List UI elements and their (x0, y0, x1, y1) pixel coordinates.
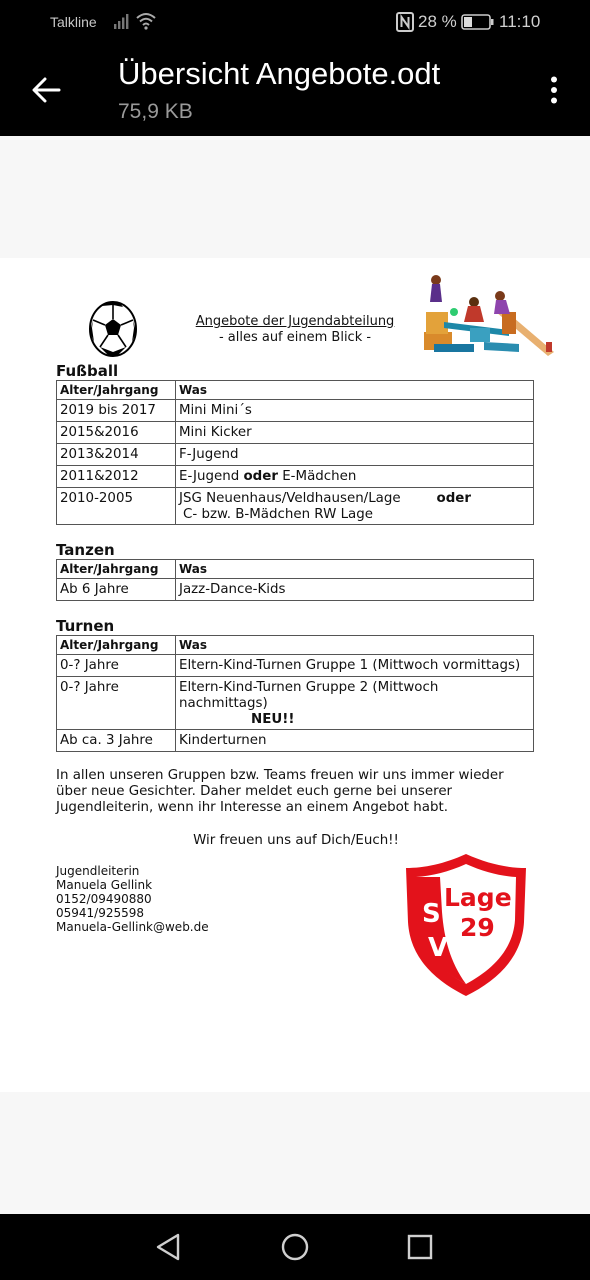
section-title-tanzen: Tanzen (56, 541, 115, 559)
cell-age: 2015&2016 (57, 422, 176, 444)
nav-home-icon (281, 1233, 309, 1261)
header-was: Was (176, 560, 534, 579)
cell-or-word: oder (436, 491, 471, 506)
table-row (57, 488, 534, 525)
file-title: Übersicht Angebote.odt (118, 56, 441, 91)
cell-age: Ab 6 Jahre (57, 579, 176, 601)
back-button[interactable] (20, 66, 72, 114)
table-row (57, 655, 534, 677)
cell-offer: Jazz-Dance-Kids (176, 579, 534, 601)
cell-offer: F-Jugend (176, 444, 534, 466)
signal-icon (114, 13, 130, 29)
cell-offer (176, 466, 534, 488)
cell-age: 2011&2012 (57, 466, 176, 488)
document-header (160, 314, 430, 346)
crest-text-29: 29 (460, 913, 495, 942)
header-was: Was (176, 381, 534, 400)
kids-playground-illustration (414, 272, 556, 364)
cell-offer (176, 677, 534, 730)
header-alter: Alter/Jahrgang (57, 381, 176, 400)
document-subheading: - alles auf einem Blick - (218, 330, 372, 345)
info-paragraph: In allen unseren Gruppen bzw. Teams freuen wir uns immer wieder über neue Gesichter. Daher meldet euch gerne bei unserer Jugendleiterin, wenn ihr Interesse an einem Angebot habt. (56, 768, 504, 815)
clock: 11:10 (499, 12, 541, 31)
cell-age: 0-? Jahre (57, 677, 176, 730)
table-tanzen (56, 559, 534, 601)
cell-offer-part: E-Jugend (179, 469, 240, 484)
section-title-fussball: Fußball (56, 362, 119, 380)
cell-age: 2019 bis 2017 (57, 400, 176, 422)
document-heading: Angebote der Jugendabteilung (195, 314, 395, 329)
thanks-line: Wir freuen uns auf Dich/Euch!! (193, 833, 399, 848)
cell-offer: Mini Mini´s (176, 400, 534, 422)
header-alter: Alter/Jahrgang (57, 560, 176, 579)
cell-offer: Kinderturnen (176, 730, 534, 752)
contact-name: Manuela Gellink (56, 878, 153, 892)
table-turnen (56, 635, 534, 752)
nav-home-button[interactable] (277, 1230, 313, 1264)
contact-email: Manuela-Gellink@web.de (56, 920, 209, 934)
football-icon (88, 300, 138, 358)
contact-phone: 05941/925598 (56, 906, 145, 920)
contact-block (56, 864, 209, 934)
table-row (57, 579, 534, 601)
table-row (57, 730, 534, 752)
crest-letter-v: V (428, 933, 449, 963)
new-badge: NEU!! (251, 712, 295, 727)
nav-recents-icon (407, 1234, 433, 1260)
file-size: 75,9 KB (118, 100, 193, 123)
header-alter: Alter/Jahrgang (57, 636, 176, 655)
section-title-turnen: Turnen (56, 617, 115, 635)
document-page[interactable] (0, 258, 590, 1092)
cell-offer-part: JSG Neuenhaus/Veldhausen/Lage (179, 491, 401, 506)
table-fussball (56, 380, 534, 525)
status-bar (0, 0, 590, 44)
cell-age: Ab ca. 3 Jahre (57, 730, 176, 752)
table-header-row (57, 381, 534, 400)
cell-offer: Eltern-Kind-Turnen Gruppe 1 (Mittwoch vormittags) (176, 655, 534, 677)
contact-role: Jugendleiterin (56, 864, 140, 878)
battery-percent: 28 % (418, 12, 457, 31)
cell-age: 2013&2014 (57, 444, 176, 466)
more-options-button[interactable] (538, 68, 570, 112)
nav-back-button[interactable] (150, 1230, 186, 1264)
crest-letter-s: S (422, 899, 441, 929)
table-row (57, 677, 534, 730)
cell-offer-part: Eltern-Kind-Turnen Gruppe 2 (Mittwoch nachmittags) (179, 680, 439, 711)
app-bar (0, 44, 590, 136)
cell-or-word: oder (243, 469, 278, 484)
cell-age: 2010-2005 (57, 488, 176, 525)
table-header-row (57, 560, 534, 579)
nav-recents-button[interactable] (402, 1230, 438, 1264)
crest-text-lage: Lage (444, 883, 512, 912)
carrier-name: Talkline (50, 14, 97, 30)
table-row (57, 422, 534, 444)
more-vert-icon (550, 76, 558, 104)
club-crest-logo (404, 852, 528, 998)
cell-offer-part: C- bzw. B-Mädchen RW Lage (183, 507, 373, 522)
cell-offer (176, 488, 534, 525)
navigation-bar (0, 1214, 590, 1280)
header-was: Was (176, 636, 534, 655)
cell-age: 0-? Jahre (57, 655, 176, 677)
contact-mobile: 0152/09490880 (56, 892, 152, 906)
cell-offer: Mini Kicker (176, 422, 534, 444)
table-row (57, 400, 534, 422)
nav-back-icon (155, 1233, 181, 1261)
back-arrow-icon (31, 77, 61, 103)
table-row (57, 444, 534, 466)
nfc-icon (396, 12, 414, 32)
table-row (57, 466, 534, 488)
cell-offer-part: E-Mädchen (282, 469, 357, 484)
battery-icon (461, 14, 494, 30)
wifi-icon (136, 12, 156, 30)
table-header-row (57, 636, 534, 655)
